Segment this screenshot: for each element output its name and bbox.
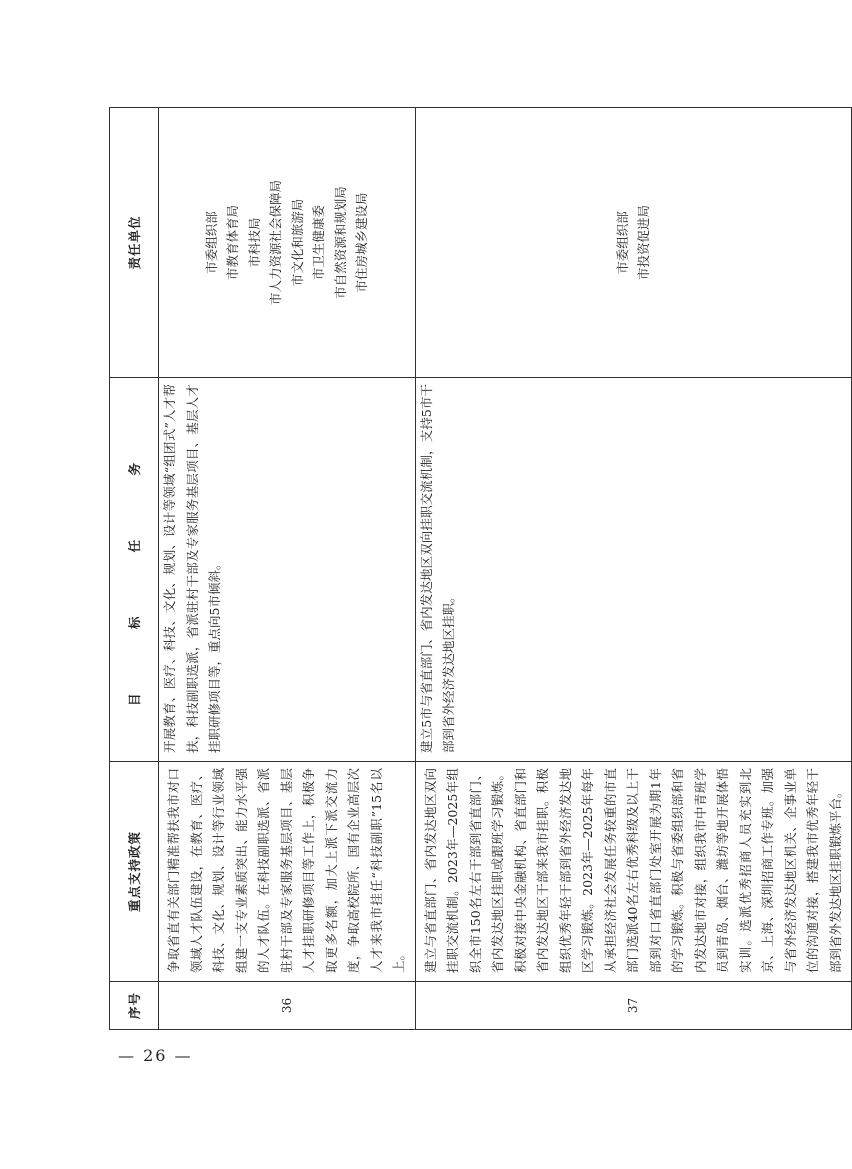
header-seq: 序号 (110, 982, 159, 1030)
policy-table (109, 107, 852, 1030)
table-header-row (110, 108, 159, 1030)
rotated-table-container (109, 108, 843, 1030)
unit-item: 市科技局 (246, 217, 262, 268)
unit-item: 市委组织部 (203, 211, 219, 274)
row-seq: 36 (159, 982, 416, 1030)
row-units (415, 108, 852, 378)
row-task: 建立与省直部门、省内发达地区双向挂职交流机制。2023年—2025年组织全市150名左右干部到省直部门、省内发达地区挂职或跟班学习锻炼。积极对接中央金融机构、省直部门和省内发达地区干部来我市挂职。积极组织优秀年轻干部到省外经济发达地区学习锻炼。2023年—2025年每年从承担经济社会发展任务较重的市直部门选派40名左右优秀科级及以上干部到对口省直部门处室开展为期1年的学习锻炼。积极与省委组织部和省内发达地市对接，组织我市中青班学员到青岛、烟台、潍坊等地开展体悟实训。选派优秀招商人员充实到北京、上海、深圳招商工作专班。加强与省外经济发达地区机关、企事业单位的沟通对接，搭建我市优秀年轻干部到省外发达地区挂职锻炼平台。 (415, 762, 852, 982)
unit-item: 市人力资源社会保障局 (268, 180, 284, 306)
unit-item: 市投资促进局 (636, 205, 652, 281)
row-task: 争取省直有关部门精准帮扶我市对口领域人才队伍建设，在教育、医疗、科技、文化、规划、设计等行业领域组建一支专业素质突出、能力水平强的人才队伍。在科技副职选派、省派驻村干部及专家服务基层项目、基层人才挂职研修项目等工作上，积极争取更多名额，加大上派下派交流力度，争取高校院所、国有企业高层次人才来我市挂任“科技副职”15名以上。 (159, 762, 416, 982)
unit-item: 市住房城乡建设局 (354, 192, 370, 293)
row-seq: 37 (415, 982, 852, 1030)
table-row (415, 108, 852, 1030)
table-row (159, 108, 416, 1030)
row-policy: 建立5市与省直部门、省内发达地区双向挂职交流机制，支持5市干部到省外经济发达地区挂职。 (415, 378, 852, 762)
row-policy: 开展教育、医疗、科技、文化、规划、设计等领域“组团式”人才帮扶，科技副职选派，省派驻村干部及专家服务基层项目、基层人才挂职研修项目等，重点向5市倾斜。 (159, 378, 416, 762)
page-number: — 26 — (118, 1046, 193, 1065)
header-task: 目 标 任 务 (110, 378, 159, 762)
unit-item: 市卫生健康委 (311, 205, 327, 281)
header-policy: 重点支持政策 (110, 762, 159, 982)
unit-item: 市教育体育局 (225, 205, 241, 281)
header-unit: 责任单位 (110, 108, 159, 378)
row-units (159, 108, 416, 378)
unit-item: 市委组织部 (614, 211, 630, 274)
unit-item: 市自然资源和规划局 (332, 186, 348, 299)
unit-item: 市文化和旅游局 (289, 198, 305, 287)
